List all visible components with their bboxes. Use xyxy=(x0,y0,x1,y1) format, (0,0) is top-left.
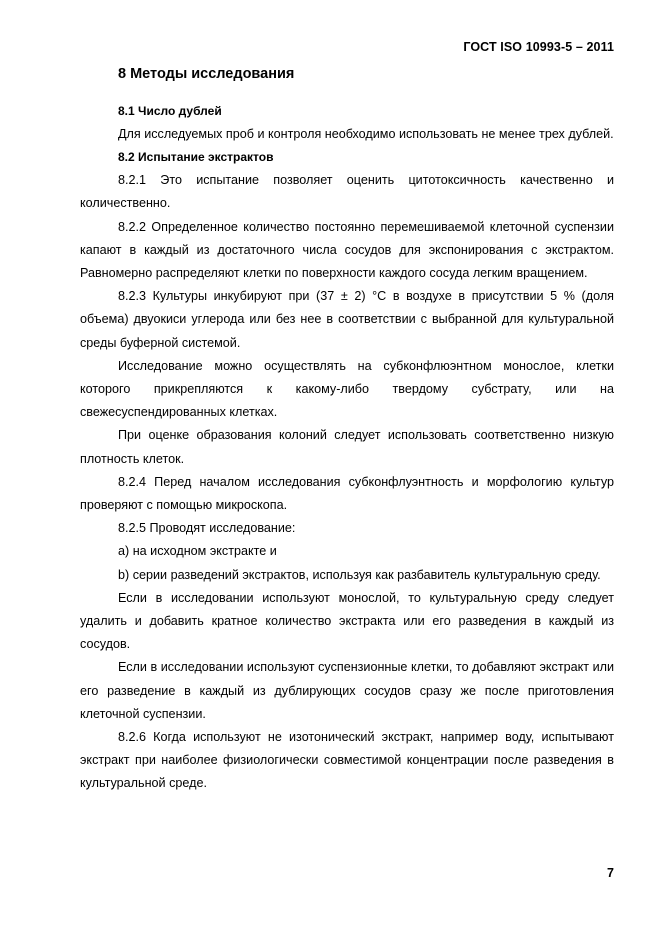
paragraph: 8.2.3 Культуры инкубируют при (37 ± 2) °С в воздухе в присутствии 5 % (доля объема) двуокиси углерода или без нее в соответствии с выбранной для культуральной среды буферной системой. xyxy=(80,289,614,350)
document-content xyxy=(80,62,614,796)
paragraph: Если в исследовании используют суспензионные клетки, то добавляют экстракт или его разведение в каждый из дублирующих сосудов сразу же после приготовления клеточной суспензии. xyxy=(80,660,614,721)
document-id-header: ГОСТ ISO 10993-5 – 2011 xyxy=(463,40,614,54)
section-title: 8 Методы исследования xyxy=(118,66,295,82)
page-number: 7 xyxy=(607,866,614,880)
paragraph: Исследование можно осуществлять на субконфлюэнтном монослое, клетки которого прикрепляются к какому-либо твердому субстрату, или на свежесуспендированных клетках. xyxy=(80,358,614,420)
list-item-b: b) серии разведений экстрактов, используя как разбавитель культуральную среду. xyxy=(118,567,601,582)
paragraph: Если в исследовании используют монослой, то культуральную среду следует удалить и добавить кратное количество экстракта или его разведения в каждый из сосудов. xyxy=(80,590,614,652)
list-item-a: a) на исходном экстракте и xyxy=(118,544,277,559)
paragraph: 8.2.6 Когда используют не изотонический экстракт, например воду, испытывают экстракт при наиболее физиологически совместимой концентрации после разведения в культуральной среде. xyxy=(80,730,614,791)
paragraph: 8.2.5 Проводят исследование: xyxy=(118,521,296,536)
paragraph: Для исследуемых проб и контроля необходимо использовать не менее трех дублей. xyxy=(118,127,614,141)
paragraph: 8.2.1 Это испытание позволяет оценить цитотоксичность качественно и количественно. xyxy=(80,173,614,211)
subsection-title-8-2: 8.2 Испытание экстрактов xyxy=(118,150,274,165)
paragraph: При оценке образования колоний следует использовать соответственно низкую плотность клеток. xyxy=(80,428,614,466)
subsection-title-8-1: 8.1 Число дублей xyxy=(118,104,222,118)
paragraph: 8.2.2 Определенное количество постоянно перемешиваемой клеточной суспензии капают в каждый из достаточного числа сосудов для экспонирования с экстрактом. Равномерно распределяют клетки по поверхности каждого сосуда легким вращением. xyxy=(80,219,614,281)
paragraph: 8.2.4 Перед началом исследования субконфлуэнтность и морфологию культур проверяют с помощью микроскопа. xyxy=(80,474,614,513)
